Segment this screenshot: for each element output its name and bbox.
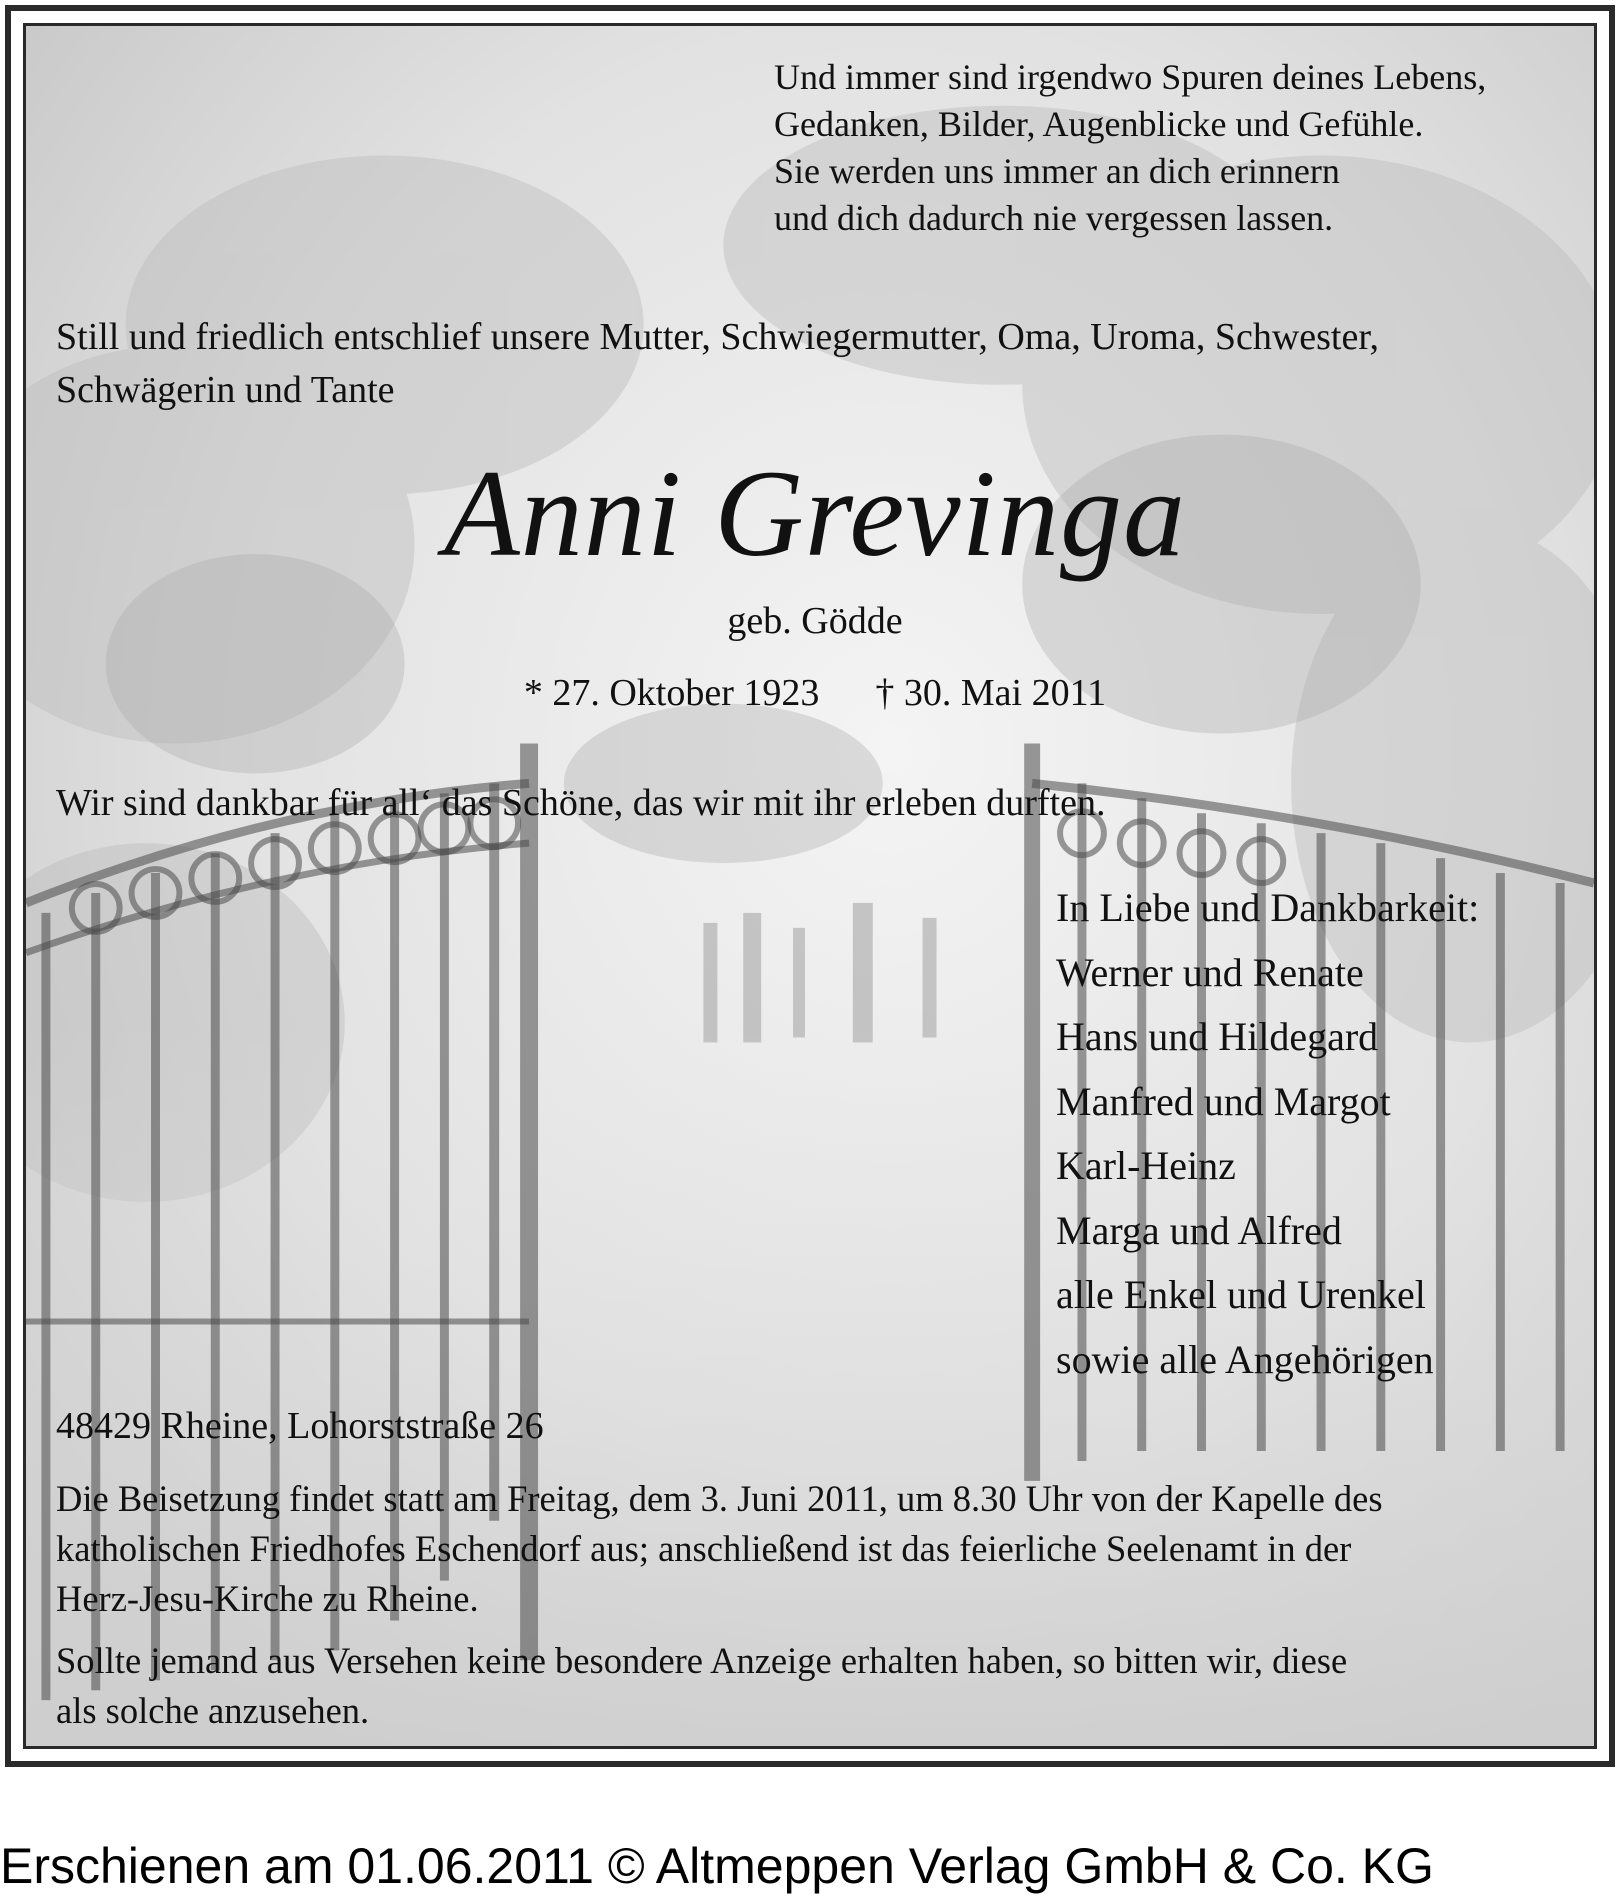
- obituary-frame: [5, 5, 1615, 1767]
- life-dates: [26, 668, 1594, 718]
- mourner-entry: Werner und Renate: [1056, 949, 1364, 995]
- death-date: † 30. Mai 2011: [875, 672, 1107, 714]
- mourner-entry: Hans und Hildegard: [1056, 1014, 1379, 1059]
- note-line: Sollte jemand aus Versehen keine besondere Anzeige erhalten haben, so bitten wir, diese: [56, 1640, 1348, 1681]
- mourner-entry: Karl-Heinz: [1056, 1143, 1236, 1188]
- birth-date: * 27. Oktober 1923: [523, 672, 820, 714]
- burial-line: Die Beisetzung findet statt am Freitag, dem 3. Juni 2011, um 8.30 Uhr von der Kapelle des: [56, 1478, 1383, 1519]
- note-line: als solche anzusehen.: [56, 1690, 370, 1731]
- family-address: 48429 Rheine, Lohorststraße 26: [56, 1405, 544, 1447]
- deceased-name: Anni Grevinga: [444, 445, 1186, 582]
- mourner-entry: Marga und Alfred: [1056, 1207, 1342, 1253]
- mourners-list: [1056, 876, 1479, 1392]
- poem-line: Gedanken, Bilder, Augenblicke und Gefühle.: [774, 104, 1424, 144]
- burial-details: [56, 1474, 1383, 1624]
- mourner-entry: Manfred und Margot: [1056, 1078, 1391, 1124]
- obituary-panel: [23, 23, 1597, 1749]
- birth-name: geb. Gödde: [727, 600, 903, 642]
- memorial-poem: [774, 54, 1486, 242]
- mourners-heading: In Liebe und Dankbarkeit:: [1056, 885, 1480, 930]
- notice-note: [56, 1636, 1347, 1736]
- intro-line: Still und friedlich entschlief unsere Mutter, Schwiegermutter, Oma, Uroma, Schwester,: [56, 316, 1379, 358]
- mourner-entry: sowie alle Angehörigen: [1056, 1336, 1434, 1382]
- death-announcement-intro: [56, 311, 1379, 417]
- intro-line: Schwägerin und Tante: [56, 369, 395, 411]
- publication-footer: Erschienen am 01.06.2011 © Altmeppen Verlag GmbH & Co. KG: [0, 1838, 1434, 1894]
- mourner-entry: alle Enkel und Urenkel: [1056, 1272, 1426, 1317]
- poem-line: Sie werden uns immer an dich erinnern: [774, 151, 1340, 191]
- burial-line: katholischen Friedhofes Eschendorf aus; anschließend ist das feierliche Seelenamt in der: [56, 1528, 1352, 1569]
- poem-line: und dich dadurch nie vergessen lassen.: [774, 198, 1334, 238]
- burial-line: Herz-Jesu-Kirche zu Rheine.: [56, 1578, 479, 1619]
- gratitude-line: Wir sind dankbar für all‘ das Schöne, das wir mit ihr erleben durften.: [56, 782, 1106, 824]
- poem-line: Und immer sind irgendwo Spuren deines Lebens,: [774, 57, 1487, 97]
